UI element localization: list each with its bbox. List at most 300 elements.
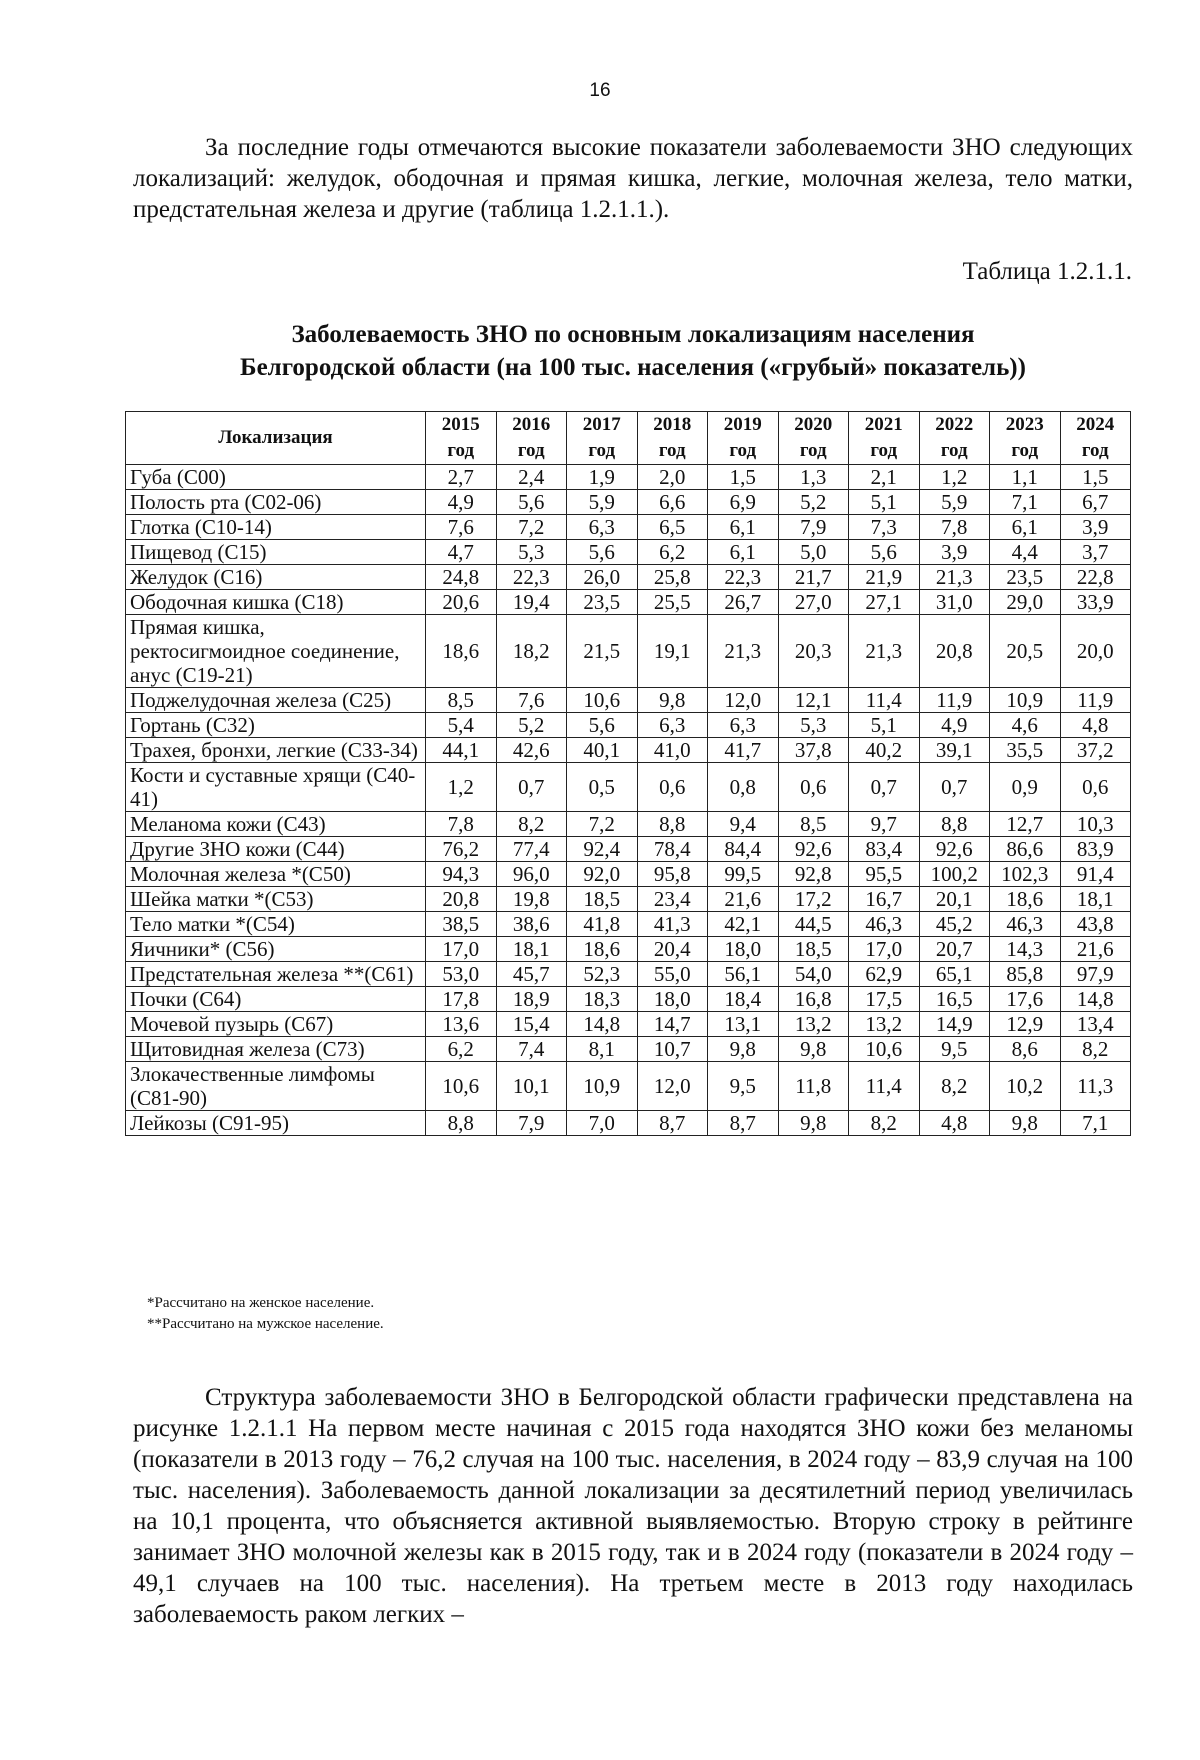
value-cell: 6,1 bbox=[990, 515, 1061, 540]
header-year-suffix: год bbox=[729, 440, 757, 461]
value-cell: 5,2 bbox=[496, 713, 567, 738]
value-cell: 4,9 bbox=[919, 713, 990, 738]
value-cell: 11,9 bbox=[919, 688, 990, 713]
value-cell: 22,3 bbox=[708, 565, 779, 590]
value-cell: 13,2 bbox=[778, 1012, 849, 1037]
value-cell: 13,6 bbox=[426, 1012, 497, 1037]
value-cell: 6,2 bbox=[426, 1037, 497, 1062]
value-cell: 14,7 bbox=[637, 1012, 708, 1037]
value-cell: 18,1 bbox=[496, 937, 567, 962]
footnotes bbox=[147, 1293, 384, 1335]
value-cell: 23,5 bbox=[990, 565, 1061, 590]
localization-cell: Шейка матки *(С53) bbox=[126, 887, 426, 912]
localization-cell: Злокачественные лимфомы (С81-90) bbox=[126, 1062, 426, 1111]
value-cell: 5,3 bbox=[778, 713, 849, 738]
localization-cell: Меланома кожи (С43) bbox=[126, 812, 426, 837]
header-year bbox=[637, 412, 708, 465]
value-cell: 21,9 bbox=[849, 565, 920, 590]
value-cell: 7,1 bbox=[1060, 1111, 1131, 1136]
value-cell: 6,3 bbox=[708, 713, 779, 738]
value-cell: 46,3 bbox=[990, 912, 1061, 937]
value-cell: 92,4 bbox=[567, 837, 638, 862]
analysis-paragraph bbox=[133, 1382, 1133, 1630]
value-cell: 8,2 bbox=[849, 1111, 920, 1136]
value-cell: 37,2 bbox=[1060, 738, 1131, 763]
table-row bbox=[126, 937, 1131, 962]
value-cell: 9,4 bbox=[708, 812, 779, 837]
value-cell: 92,6 bbox=[778, 837, 849, 862]
value-cell: 20,1 bbox=[919, 887, 990, 912]
value-cell: 20,3 bbox=[778, 615, 849, 688]
value-cell: 54,0 bbox=[778, 962, 849, 987]
table-row bbox=[126, 688, 1131, 713]
value-cell: 10,1 bbox=[496, 1062, 567, 1111]
value-cell: 12,0 bbox=[637, 1062, 708, 1111]
value-cell: 99,5 bbox=[708, 862, 779, 887]
value-cell: 11,9 bbox=[1060, 688, 1131, 713]
value-cell: 7,0 bbox=[567, 1111, 638, 1136]
localization-cell: Тело матки *(С54) bbox=[126, 912, 426, 937]
value-cell: 19,4 bbox=[496, 590, 567, 615]
localization-cell: Молочная железа *(С50) bbox=[126, 862, 426, 887]
value-cell: 7,8 bbox=[426, 812, 497, 837]
value-cell: 10,3 bbox=[1060, 812, 1131, 837]
value-cell: 29,0 bbox=[990, 590, 1061, 615]
value-cell: 18,5 bbox=[778, 937, 849, 962]
value-cell: 25,5 bbox=[637, 590, 708, 615]
header-year bbox=[990, 412, 1061, 465]
localization-cell: Пищевод (С15) bbox=[126, 540, 426, 565]
header-year-number: 2022 bbox=[935, 414, 974, 435]
value-cell: 18,5 bbox=[567, 887, 638, 912]
value-cell: 23,5 bbox=[567, 590, 638, 615]
value-cell: 5,0 bbox=[778, 540, 849, 565]
header-year-suffix: год bbox=[799, 440, 827, 461]
value-cell: 52,3 bbox=[567, 962, 638, 987]
value-cell: 22,3 bbox=[496, 565, 567, 590]
value-cell: 41,3 bbox=[637, 912, 708, 937]
value-cell: 102,3 bbox=[990, 862, 1061, 887]
value-cell: 8,6 bbox=[990, 1037, 1061, 1062]
header-year-number: 2023 bbox=[1005, 414, 1044, 435]
value-cell: 17,5 bbox=[849, 987, 920, 1012]
value-cell: 20,6 bbox=[426, 590, 497, 615]
value-cell: 6,3 bbox=[637, 713, 708, 738]
value-cell: 26,0 bbox=[567, 565, 638, 590]
localization-cell: Трахея, бронхи, легкие (С33-34) bbox=[126, 738, 426, 763]
value-cell: 5,6 bbox=[567, 713, 638, 738]
value-cell: 41,7 bbox=[708, 738, 779, 763]
header-year bbox=[426, 412, 497, 465]
value-cell: 10,9 bbox=[990, 688, 1061, 713]
header-year-number: 2024 bbox=[1076, 414, 1115, 435]
value-cell: 0,7 bbox=[496, 763, 567, 812]
value-cell: 8,5 bbox=[778, 812, 849, 837]
value-cell: 16,7 bbox=[849, 887, 920, 912]
value-cell: 7,3 bbox=[849, 515, 920, 540]
value-cell: 35,5 bbox=[990, 738, 1061, 763]
table-title bbox=[133, 318, 1133, 384]
value-cell: 12,7 bbox=[990, 812, 1061, 837]
table-body bbox=[126, 465, 1131, 1136]
value-cell: 95,8 bbox=[637, 862, 708, 887]
value-cell: 6,5 bbox=[637, 515, 708, 540]
value-cell: 9,5 bbox=[919, 1037, 990, 1062]
value-cell: 0,7 bbox=[919, 763, 990, 812]
value-cell: 1,1 bbox=[990, 465, 1061, 490]
value-cell: 18,3 bbox=[567, 987, 638, 1012]
value-cell: 18,0 bbox=[637, 987, 708, 1012]
header-year-number: 2016 bbox=[512, 414, 551, 435]
localization-cell: Губа (С00) bbox=[126, 465, 426, 490]
value-cell: 83,9 bbox=[1060, 837, 1131, 862]
value-cell: 18,9 bbox=[496, 987, 567, 1012]
value-cell: 65,1 bbox=[919, 962, 990, 987]
value-cell: 18,2 bbox=[496, 615, 567, 688]
value-cell: 8,8 bbox=[919, 812, 990, 837]
table-row bbox=[126, 912, 1131, 937]
value-cell: 5,3 bbox=[496, 540, 567, 565]
value-cell: 11,4 bbox=[849, 1062, 920, 1111]
value-cell: 0,6 bbox=[1060, 763, 1131, 812]
header-year bbox=[567, 412, 638, 465]
table-row bbox=[126, 1062, 1131, 1111]
value-cell: 5,6 bbox=[567, 540, 638, 565]
header-year-suffix: год bbox=[940, 440, 968, 461]
header-year bbox=[849, 412, 920, 465]
value-cell: 7,2 bbox=[496, 515, 567, 540]
value-cell: 100,2 bbox=[919, 862, 990, 887]
value-cell: 5,1 bbox=[849, 713, 920, 738]
value-cell: 2,4 bbox=[496, 465, 567, 490]
localization-cell: Ободочная кишка (С18) bbox=[126, 590, 426, 615]
value-cell: 45,2 bbox=[919, 912, 990, 937]
value-cell: 23,4 bbox=[637, 887, 708, 912]
value-cell: 44,1 bbox=[426, 738, 497, 763]
value-cell: 9,7 bbox=[849, 812, 920, 837]
value-cell: 5,6 bbox=[849, 540, 920, 565]
header-year bbox=[1060, 412, 1131, 465]
value-cell: 1,3 bbox=[778, 465, 849, 490]
table-row bbox=[126, 490, 1131, 515]
value-cell: 10,9 bbox=[567, 1062, 638, 1111]
table-row bbox=[126, 590, 1131, 615]
value-cell: 62,9 bbox=[849, 962, 920, 987]
header-localization: Локализация bbox=[126, 412, 426, 465]
value-cell: 18,0 bbox=[708, 937, 779, 962]
localization-cell: Щитовидная железа (С73) bbox=[126, 1037, 426, 1062]
value-cell: 2,7 bbox=[426, 465, 497, 490]
value-cell: 0,8 bbox=[708, 763, 779, 812]
table-row bbox=[126, 962, 1131, 987]
value-cell: 41,0 bbox=[637, 738, 708, 763]
value-cell: 19,8 bbox=[496, 887, 567, 912]
table-row bbox=[126, 465, 1131, 490]
value-cell: 44,5 bbox=[778, 912, 849, 937]
localization-cell: Предстательная железа **(С61) bbox=[126, 962, 426, 987]
value-cell: 7,1 bbox=[990, 490, 1061, 515]
value-cell: 18,6 bbox=[426, 615, 497, 688]
value-cell: 92,8 bbox=[778, 862, 849, 887]
localization-cell: Кости и суставные хрящи (С40-41) bbox=[126, 763, 426, 812]
value-cell: 14,8 bbox=[567, 1012, 638, 1037]
value-cell: 43,8 bbox=[1060, 912, 1131, 937]
value-cell: 2,1 bbox=[849, 465, 920, 490]
value-cell: 33,9 bbox=[1060, 590, 1131, 615]
value-cell: 17,2 bbox=[778, 887, 849, 912]
value-cell: 7,9 bbox=[496, 1111, 567, 1136]
value-cell: 18,1 bbox=[1060, 887, 1131, 912]
value-cell: 86,6 bbox=[990, 837, 1061, 862]
header-year-suffix: год bbox=[447, 440, 475, 461]
value-cell: 0,6 bbox=[637, 763, 708, 812]
value-cell: 7,6 bbox=[496, 688, 567, 713]
localization-cell: Мочевой пузырь (С67) bbox=[126, 1012, 426, 1037]
footnote-male: **Рассчитано на мужское население. bbox=[147, 1316, 384, 1332]
value-cell: 10,6 bbox=[849, 1037, 920, 1062]
value-cell: 8,2 bbox=[1060, 1037, 1131, 1062]
value-cell: 19,1 bbox=[637, 615, 708, 688]
value-cell: 5,2 bbox=[778, 490, 849, 515]
value-cell: 6,6 bbox=[637, 490, 708, 515]
value-cell: 25,8 bbox=[637, 565, 708, 590]
value-cell: 9,8 bbox=[637, 688, 708, 713]
table-row bbox=[126, 713, 1131, 738]
value-cell: 21,6 bbox=[1060, 937, 1131, 962]
value-cell: 6,1 bbox=[708, 515, 779, 540]
value-cell: 27,0 bbox=[778, 590, 849, 615]
value-cell: 53,0 bbox=[426, 962, 497, 987]
localization-cell: Поджелудочная железа (С25) bbox=[126, 688, 426, 713]
value-cell: 85,8 bbox=[990, 962, 1061, 987]
value-cell: 3,9 bbox=[1060, 515, 1131, 540]
value-cell: 20,8 bbox=[919, 615, 990, 688]
header-year-number: 2018 bbox=[653, 414, 692, 435]
value-cell: 11,4 bbox=[849, 688, 920, 713]
table-row bbox=[126, 837, 1131, 862]
value-cell: 13,1 bbox=[708, 1012, 779, 1037]
value-cell: 12,9 bbox=[990, 1012, 1061, 1037]
value-cell: 6,2 bbox=[637, 540, 708, 565]
value-cell: 8,5 bbox=[426, 688, 497, 713]
value-cell: 11,8 bbox=[778, 1062, 849, 1111]
value-cell: 17,0 bbox=[849, 937, 920, 962]
value-cell: 4,4 bbox=[990, 540, 1061, 565]
table-header-row bbox=[126, 412, 1131, 465]
value-cell: 8,7 bbox=[708, 1111, 779, 1136]
intro-paragraph-text: За последние годы отмечаются высокие показатели заболеваемости ЗНО следующих локализаций: желудок, ободочная и прямая кишка, легкие, молочная железа, тело матки, предстательная железа и другие (таблица 1.2.1.1.). bbox=[133, 134, 1133, 223]
value-cell: 17,0 bbox=[426, 937, 497, 962]
value-cell: 4,9 bbox=[426, 490, 497, 515]
value-cell: 18,6 bbox=[567, 937, 638, 962]
value-cell: 16,5 bbox=[919, 987, 990, 1012]
value-cell: 11,3 bbox=[1060, 1062, 1131, 1111]
header-year bbox=[778, 412, 849, 465]
value-cell: 0,9 bbox=[990, 763, 1061, 812]
value-cell: 7,4 bbox=[496, 1037, 567, 1062]
value-cell: 21,3 bbox=[849, 615, 920, 688]
table-header bbox=[126, 412, 1131, 465]
value-cell: 6,9 bbox=[708, 490, 779, 515]
value-cell: 39,1 bbox=[919, 738, 990, 763]
value-cell: 13,4 bbox=[1060, 1012, 1131, 1037]
value-cell: 7,8 bbox=[919, 515, 990, 540]
intro-paragraph bbox=[133, 132, 1133, 225]
header-year-number: 2017 bbox=[582, 414, 621, 435]
value-cell: 7,2 bbox=[567, 812, 638, 837]
value-cell: 5,4 bbox=[426, 713, 497, 738]
value-cell: 27,1 bbox=[849, 590, 920, 615]
localization-cell: Яичники* (С56) bbox=[126, 937, 426, 962]
header-year-suffix: год bbox=[588, 440, 616, 461]
value-cell: 96,0 bbox=[496, 862, 567, 887]
value-cell: 94,3 bbox=[426, 862, 497, 887]
value-cell: 4,6 bbox=[990, 713, 1061, 738]
localization-cell: Полость рта (С02-06) bbox=[126, 490, 426, 515]
value-cell: 1,5 bbox=[708, 465, 779, 490]
value-cell: 41,8 bbox=[567, 912, 638, 937]
localization-cell: Другие ЗНО кожи (С44) bbox=[126, 837, 426, 862]
header-year-number: 2021 bbox=[864, 414, 903, 435]
value-cell: 31,0 bbox=[919, 590, 990, 615]
value-cell: 24,8 bbox=[426, 565, 497, 590]
value-cell: 0,7 bbox=[849, 763, 920, 812]
value-cell: 55,0 bbox=[637, 962, 708, 987]
value-cell: 17,8 bbox=[426, 987, 497, 1012]
value-cell: 2,0 bbox=[637, 465, 708, 490]
value-cell: 5,6 bbox=[496, 490, 567, 515]
localization-cell: Глотка (С10-14) bbox=[126, 515, 426, 540]
value-cell: 12,0 bbox=[708, 688, 779, 713]
header-year-suffix: год bbox=[1081, 440, 1109, 461]
value-cell: 9,8 bbox=[778, 1037, 849, 1062]
value-cell: 9,8 bbox=[778, 1111, 849, 1136]
value-cell: 5,1 bbox=[849, 490, 920, 515]
value-cell: 20,7 bbox=[919, 937, 990, 962]
value-cell: 78,4 bbox=[637, 837, 708, 862]
value-cell: 46,3 bbox=[849, 912, 920, 937]
table-row bbox=[126, 987, 1131, 1012]
value-cell: 7,6 bbox=[426, 515, 497, 540]
value-cell: 21,7 bbox=[778, 565, 849, 590]
value-cell: 16,8 bbox=[778, 987, 849, 1012]
localization-cell: Гортань (С32) bbox=[126, 713, 426, 738]
value-cell: 91,4 bbox=[1060, 862, 1131, 887]
value-cell: 4,8 bbox=[1060, 713, 1131, 738]
value-cell: 8,8 bbox=[637, 812, 708, 837]
table-row bbox=[126, 887, 1131, 912]
value-cell: 6,7 bbox=[1060, 490, 1131, 515]
incidence-table bbox=[125, 411, 1131, 1136]
value-cell: 8,8 bbox=[426, 1111, 497, 1136]
table-title-line-1: Заболеваемость ЗНО по основным локализациям населения bbox=[291, 321, 975, 348]
value-cell: 95,5 bbox=[849, 862, 920, 887]
header-year-number: 2019 bbox=[723, 414, 762, 435]
value-cell: 10,6 bbox=[567, 688, 638, 713]
header-year-number: 2015 bbox=[441, 414, 480, 435]
value-cell: 18,4 bbox=[708, 987, 779, 1012]
page-number: 16 bbox=[589, 80, 611, 101]
value-cell: 1,2 bbox=[426, 763, 497, 812]
table-row bbox=[126, 1111, 1131, 1136]
value-cell: 56,1 bbox=[708, 962, 779, 987]
table-row bbox=[126, 812, 1131, 837]
value-cell: 10,6 bbox=[426, 1062, 497, 1111]
value-cell: 1,9 bbox=[567, 465, 638, 490]
table-title-line-2: Белгородской области (на 100 тыс. населения («грубый» показатель)) bbox=[240, 354, 1026, 381]
value-cell: 45,7 bbox=[496, 962, 567, 987]
header-year bbox=[919, 412, 990, 465]
value-cell: 8,2 bbox=[919, 1062, 990, 1111]
value-cell: 14,9 bbox=[919, 1012, 990, 1037]
value-cell: 3,9 bbox=[919, 540, 990, 565]
value-cell: 40,1 bbox=[567, 738, 638, 763]
value-cell: 21,3 bbox=[708, 615, 779, 688]
value-cell: 84,4 bbox=[708, 837, 779, 862]
header-year-suffix: год bbox=[658, 440, 686, 461]
value-cell: 22,8 bbox=[1060, 565, 1131, 590]
header-year-suffix: год bbox=[1011, 440, 1039, 461]
localization-cell: Желудок (С16) bbox=[126, 565, 426, 590]
header-year-number: 2020 bbox=[794, 414, 833, 435]
value-cell: 14,8 bbox=[1060, 987, 1131, 1012]
value-cell: 20,8 bbox=[426, 887, 497, 912]
value-cell: 8,1 bbox=[567, 1037, 638, 1062]
value-cell: 20,4 bbox=[637, 937, 708, 962]
value-cell: 6,1 bbox=[708, 540, 779, 565]
value-cell: 4,8 bbox=[919, 1111, 990, 1136]
value-cell: 21,5 bbox=[567, 615, 638, 688]
header-year-suffix: год bbox=[517, 440, 545, 461]
value-cell: 7,9 bbox=[778, 515, 849, 540]
value-cell: 14,3 bbox=[990, 937, 1061, 962]
value-cell: 76,2 bbox=[426, 837, 497, 862]
header-year bbox=[496, 412, 567, 465]
value-cell: 9,8 bbox=[708, 1037, 779, 1062]
value-cell: 92,0 bbox=[567, 862, 638, 887]
value-cell: 21,6 bbox=[708, 887, 779, 912]
value-cell: 9,5 bbox=[708, 1062, 779, 1111]
table-row bbox=[126, 565, 1131, 590]
table-row bbox=[126, 862, 1131, 887]
value-cell: 20,0 bbox=[1060, 615, 1131, 688]
value-cell: 0,6 bbox=[778, 763, 849, 812]
value-cell: 5,9 bbox=[919, 490, 990, 515]
table-row bbox=[126, 540, 1131, 565]
table-row bbox=[126, 738, 1131, 763]
value-cell: 40,2 bbox=[849, 738, 920, 763]
value-cell: 0,5 bbox=[567, 763, 638, 812]
value-cell: 12,1 bbox=[778, 688, 849, 713]
table-row bbox=[126, 763, 1131, 812]
value-cell: 1,5 bbox=[1060, 465, 1131, 490]
value-cell: 15,4 bbox=[496, 1012, 567, 1037]
value-cell: 38,6 bbox=[496, 912, 567, 937]
value-cell: 83,4 bbox=[849, 837, 920, 862]
value-cell: 92,6 bbox=[919, 837, 990, 862]
value-cell: 6,3 bbox=[567, 515, 638, 540]
value-cell: 3,7 bbox=[1060, 540, 1131, 565]
value-cell: 8,2 bbox=[496, 812, 567, 837]
value-cell: 9,8 bbox=[990, 1111, 1061, 1136]
table-row bbox=[126, 1037, 1131, 1062]
analysis-paragraph-text: Структура заболеваемости ЗНО в Белгородской области графически представлена на рисунке 1.2.1.1 На первом месте начиная с 2015 года находятся ЗНО кожи без меланомы (показатели в 2013 году – 76,2 случая на 100 тыс. населения, в 2024 году – 83,9 случая на 100 тыс. населения). Заболеваемость данной локализации за десятилетний период увеличилась на 10,1 процента, что объясняется активной выявляемостью. Вторую строку в рейтинге занимает ЗНО молочной железы как в 2015 году, так и в 2024 году (показатели в 2024 году – 49,1 случаев на 100 тыс. населения). На третьем месте в 2013 году находилась заболеваемость раком легких – bbox=[133, 1384, 1133, 1628]
header-year bbox=[708, 412, 779, 465]
value-cell: 20,5 bbox=[990, 615, 1061, 688]
value-cell: 5,9 bbox=[567, 490, 638, 515]
value-cell: 10,2 bbox=[990, 1062, 1061, 1111]
header-year-suffix: год bbox=[870, 440, 898, 461]
